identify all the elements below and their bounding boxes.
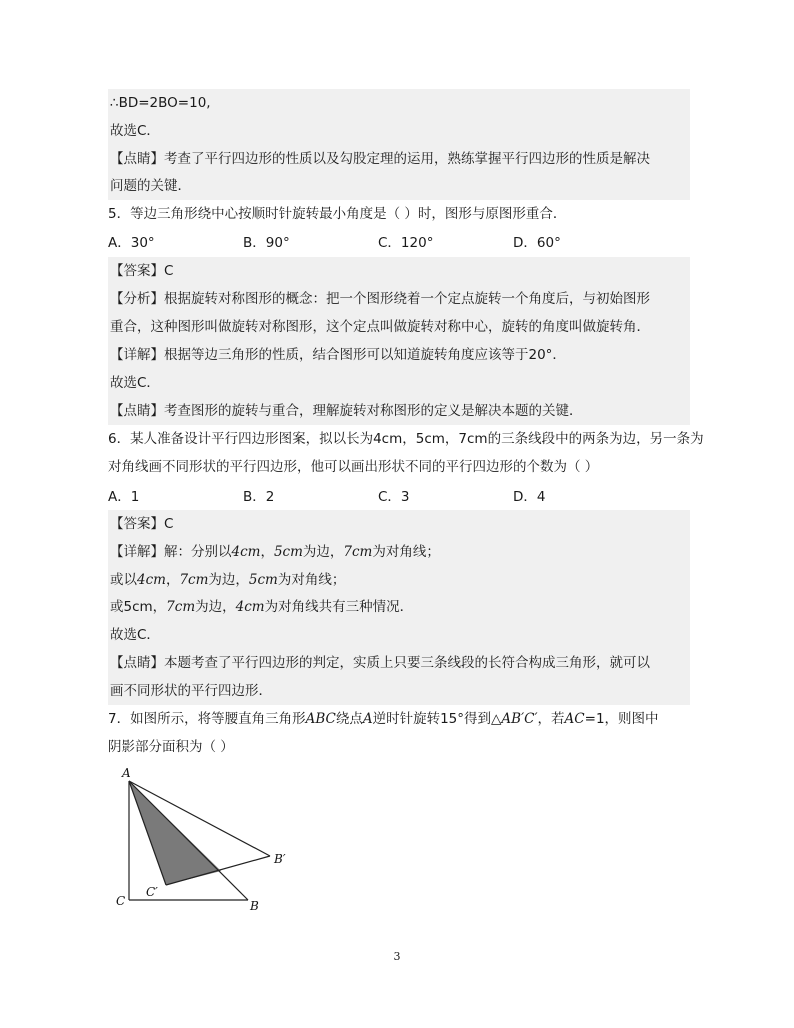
q7-text: 7．如图所示，将等腰直角三角形 (108, 711, 306, 727)
detail-text: 为边， (208, 572, 249, 588)
detail-text: 为边， (195, 599, 236, 615)
q7-text: =1，则图中 (584, 711, 659, 727)
math-term: A (362, 711, 373, 727)
detail-line: 【详解】根据等边三角形的性质，结合图形可以知道旋转角度应该等于20°． (108, 341, 690, 369)
triangle-figure (108, 762, 308, 912)
question-6: 6．某人准备设计平行四边形图案，拟以长为4cm，5cm，7cm的三条线段中的两条为边，另一条为 (108, 431, 704, 447)
comment-line: 【点睛】本题考查了平行四边形的判定，实质上只要三条线段的长符合构成三角形，就可以 (108, 649, 690, 677)
math-term: 7cm (343, 544, 373, 560)
detail-line (108, 538, 690, 566)
q6-option-b: B．2 (243, 489, 275, 505)
detail-line (108, 566, 690, 594)
question-6: 对角线画不同形状的平行四边形，他可以画出形状不同的平行四边形的个数为（ ） (108, 459, 599, 475)
comment-line: 问题的关键． (108, 172, 690, 200)
q5-option-d: D．60° (513, 235, 561, 251)
text-line: ∴BD=2BO=10, (108, 89, 690, 117)
detail-text: 为边， (302, 544, 344, 560)
q6-option-c: C．3 (378, 489, 410, 505)
analysis-line: 【分析】根据旋转对称图形的概念：把一个图形绕着一个定点旋转一个角度后，与初始图形 (108, 285, 690, 313)
q7-text: 绕点 (335, 711, 363, 727)
analysis-line: 重合，这种图形叫做旋转对称图形，这个定点叫做旋转对称中心，旋转的角度叫做旋转角． (108, 313, 690, 341)
comment-line: 【点睛】考查图形的旋转与重合，理解旋转对称图形的定义是解决本题的关键． (108, 397, 690, 425)
q5-option-b: B．90° (243, 235, 290, 251)
detail-text: ， (165, 572, 180, 588)
detail-text: 为对角线； (277, 572, 346, 588)
detail-line (108, 593, 690, 621)
math-term: 5cm (248, 572, 278, 588)
answer-line: 【答案】C (108, 510, 690, 538)
page-number: 3 (393, 950, 401, 963)
q5-option-c: C．120° (378, 235, 434, 251)
math-term: 4cm (231, 544, 261, 560)
math-term: ABC (305, 711, 336, 727)
q7-text: 逆时针旋转15°得到△ (372, 711, 502, 727)
math-term: 7cm (179, 572, 209, 588)
comment-line: 【点睛】考查了平行四边形的性质以及勾股定理的运用，熟练掌握平行四边形的性质是解决 (108, 145, 690, 173)
q6-option-d: D．4 (513, 489, 546, 505)
math-term: 7cm (166, 599, 196, 615)
question-5: 5．等边三角形绕中心按顺时针旋转最小角度是（ ）时，图形与原图形重合． (108, 206, 567, 222)
question-7 (108, 705, 659, 733)
math-term: 5cm (273, 544, 303, 560)
label-b: B (250, 899, 259, 912)
math-term: 4cm (137, 572, 166, 588)
q5-option-a: A．30° (108, 235, 155, 251)
label-c-prime: C′ (146, 885, 158, 899)
q7-text: ，若 (537, 711, 565, 727)
segment-ab (129, 781, 248, 900)
label-a: A (122, 766, 131, 780)
comment-line: 画不同形状的平行四边形． (108, 677, 690, 705)
question-7: 阴影部分面积为（ ） (108, 739, 234, 755)
text-line: 故选C． (108, 117, 690, 145)
q6-option-a: A．1 (108, 489, 140, 505)
detail-text: 为对角线； (372, 544, 440, 560)
label-c: C (116, 894, 126, 908)
detail-text: 或以 (110, 572, 137, 588)
shaded-region (129, 781, 221, 885)
detail-text: ， (152, 599, 167, 615)
detail-text: ， (260, 544, 274, 560)
math-term: 5cm (123, 599, 153, 615)
math-term: 4cm (235, 599, 265, 615)
detail-text: 或 (110, 599, 124, 615)
answer-line: 【答案】C (108, 257, 690, 285)
text-line: 故选C． (108, 621, 690, 649)
detail-text: 【详解】解：分别以 (110, 544, 232, 560)
label-b-prime: B′ (274, 852, 286, 866)
detail-text: 为对角线共有三种情况． (264, 599, 414, 615)
text-line: 故选C． (108, 369, 690, 397)
math-term: AB′C′ (501, 711, 538, 727)
math-term: AC (564, 711, 585, 727)
